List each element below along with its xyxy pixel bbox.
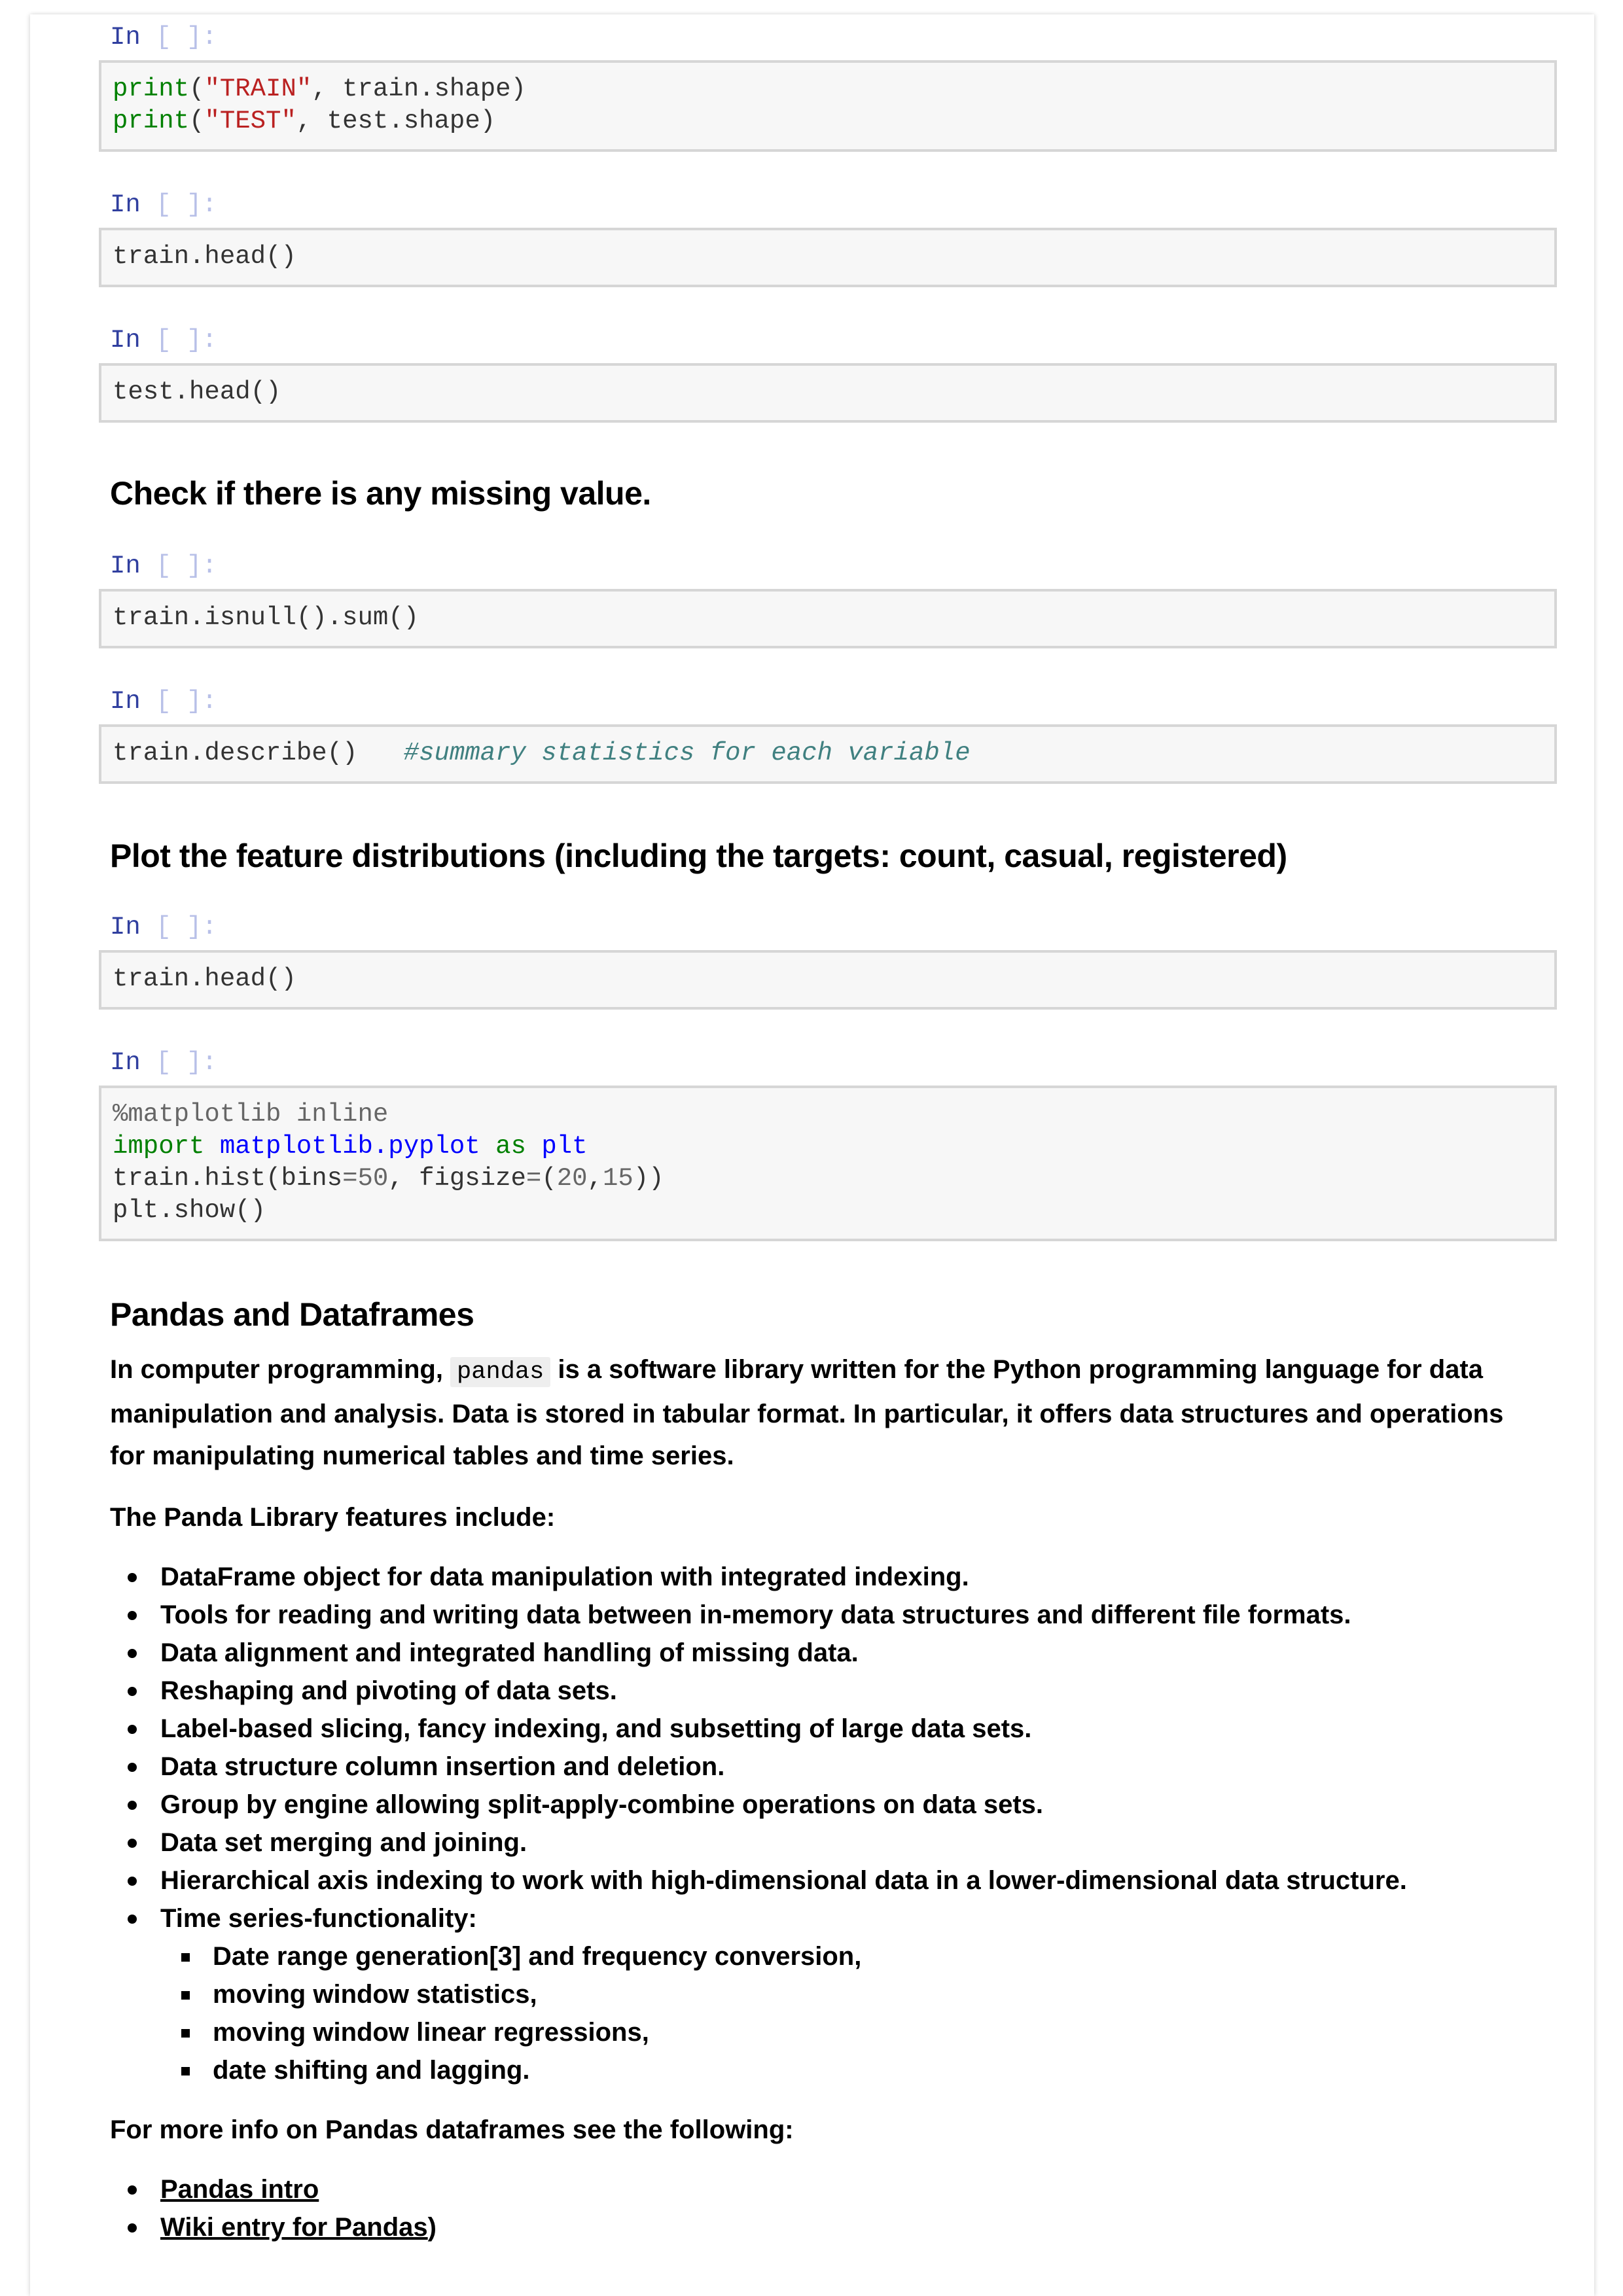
list-item: Data structure column insertion and deletion. [160, 1748, 1557, 1786]
cell-prompt: In [ ]: [110, 190, 217, 219]
list-item: Reshaping and pivoting of data sets. [160, 1672, 1557, 1710]
list-item: Data alignment and integrated handling of missing data. [160, 1634, 1557, 1672]
inline-code-pandas: pandas [450, 1357, 550, 1387]
more-info-label: For more info on Pandas dataframes see the following: [110, 2115, 794, 2144]
list-item: Data set merging and joining. [160, 1824, 1557, 1862]
list-item: Tools for reading and writing data between in-memory data structures and different file formats. [160, 1596, 1557, 1634]
list-item [160, 2170, 1557, 2208]
cell-prompt: In [ ]: [110, 552, 217, 580]
notebook-page [30, 14, 1594, 2296]
heading-pandas-dataframes: Pandas and Dataframes [110, 1296, 474, 1333]
list-item: Time series-functionality: Date range generation[3] and frequency conversion, moving window statistics, moving window linear regressions, date shifting and lagging. [160, 1899, 1557, 2089]
cell-prompt: In [ ]: [110, 23, 217, 52]
code-cell-describe[interactable]: train.describe() #summary statistics for each variable [99, 724, 1557, 784]
cell-prompt: In [ ]: [110, 326, 217, 355]
wiki-pandas-link[interactable]: Wiki entry for Pandas [160, 2213, 428, 2242]
sublist-item: moving window linear regressions, [213, 2013, 1557, 2051]
sublist-item: date shifting and lagging. [213, 2051, 1557, 2089]
pandas-intro-link[interactable]: Pandas intro [160, 2175, 319, 2204]
heading-missing-values: Check if there is any missing value. [110, 475, 651, 512]
sublist-item: Date range generation[3] and frequency conversion, [213, 1937, 1557, 1975]
features-list [69, 1558, 1557, 2089]
list-item: Group by engine allowing split-apply-combine operations on data sets. [160, 1786, 1557, 1824]
cell-prompt: In [ ]: [110, 913, 217, 942]
list-item: Label-based slicing, fancy indexing, and subsetting of large data sets. [160, 1710, 1557, 1748]
timeseries-sublist [160, 1937, 1557, 2089]
pandas-intro-paragraph: In computer programming, pandas is a software library written for the Python programming language for data manipulation and analysis. Data is stored in tabular format. In particular, it offers data structures and operations for manipulating numerical tables and time series. [110, 1355, 1504, 1470]
heading-plot-distributions: Plot the feature distributions (including the targets: count, casual, registered) [110, 838, 1287, 874]
code-cell-isnull-sum[interactable]: train.isnull().sum() [99, 589, 1557, 648]
code-cell-train-head[interactable]: train.head() [99, 228, 1557, 287]
list-item: Hierarchical axis indexing to work with high-dimensional data in a lower-dimensional data structure. [160, 1862, 1557, 1899]
code-cell-test-head[interactable]: test.head() [99, 363, 1557, 423]
cell-prompt: In [ ]: [110, 687, 217, 716]
features-label: The Panda Library features include: [110, 1503, 556, 1532]
notebook-content [69, 14, 1557, 2246]
links-list [69, 2170, 1557, 2246]
list-item: Wiki entry for Pandas) [160, 2208, 1557, 2246]
list-item: DataFrame object for data manipulation with integrated indexing. [160, 1558, 1557, 1596]
cell-prompt: In [ ]: [110, 1048, 217, 1077]
sublist-item: moving window statistics, [213, 1975, 1557, 2013]
code-cell-histogram[interactable]: %matplotlib inline import matplotlib.pyplot as plt train.hist(bins=50, figsize=(20,15)) plt.show() [99, 1086, 1557, 1241]
code-cell-train-test-shape[interactable]: print("TRAIN", train.shape) print("TEST", test.shape) [99, 60, 1557, 152]
code-cell-train-head-2[interactable]: train.head() [99, 950, 1557, 1010]
